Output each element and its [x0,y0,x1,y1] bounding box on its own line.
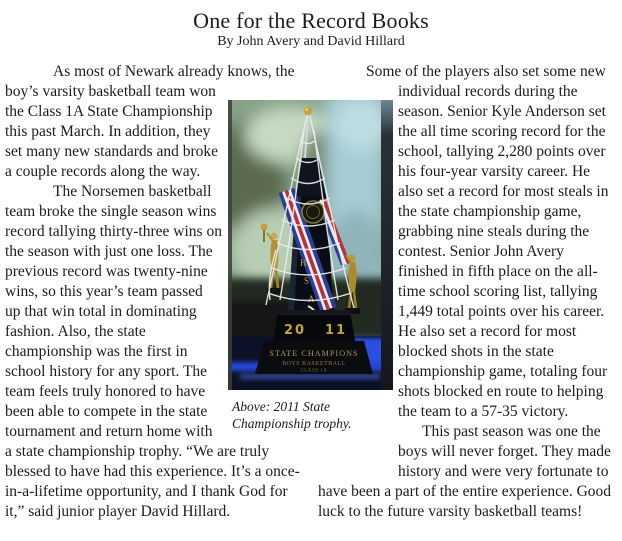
base-plate-line2: BOYS BASKETBALL [282,361,346,367]
trophy-finial-ball [304,107,312,115]
article-title: One for the Record Books [193,8,429,33]
base-plate-line1: STATE CHAMPIONS [269,349,359,358]
svg-text:A: A [308,294,315,304]
base-year-right: 11 [325,323,348,338]
paragraph: The Norsemen basketball team broke the single season wins record tallying thirty-three wins on the season with just one loss. The previous record was twenty-nine wins, so this year’s team passed up that win total in dominating fashion. Also, the state championship was the first in school history for any sport. The team feels truly honored to have been able to compete in the state tournament and return home with a state championship trophy. “We are truly blessed to have had this experience. It’s a once-in-a-lifetime opportunity, and I thank God for it,” said junior player David Hillard. [5,183,300,520]
base-plate-line3: CLASS 1A [300,368,328,374]
trophy-photo-figure [228,100,393,432]
paragraph: As most of Newark already knows, the boy’s varsity basketball team won the Class 1A State Championship this past March. In addition, they set many new standards and broke a couple records along the way. [5,63,295,180]
trophy-finial-ball-highlight [305,108,308,111]
paragraph: Some of the players also set some new individual records during the season. Senior Kyle Anderson set the all time scoring record for the school, tallying 2,280 points over his four-year varsity career. He also set a record for most steals in the state championship game, grabbing nine steals during the contest. Senior John Avery finished in fifth place on the all-time school scoring list, tallying 1,449 total points over his career. He also set a record for most blocked shots in the state championship game, totaling four shots blocked en route to helping the team to a 57-35 victory. [366,63,609,420]
paragraph: This past season was one the boys will never forget. They made history and were very fortunate to have been a part of the entire experience. Good luck to the future varsity basketball teams! [318,423,612,520]
trophy-photo [228,100,393,390]
photo-caption: Above: 2011 State Championship trophy. [232,399,352,431]
article-byline: By John Avery and David Hillard [217,34,405,49]
base-year-left: 20 [284,323,307,338]
svg-text:S: S [304,276,310,286]
svg-text:H: H [300,258,307,268]
